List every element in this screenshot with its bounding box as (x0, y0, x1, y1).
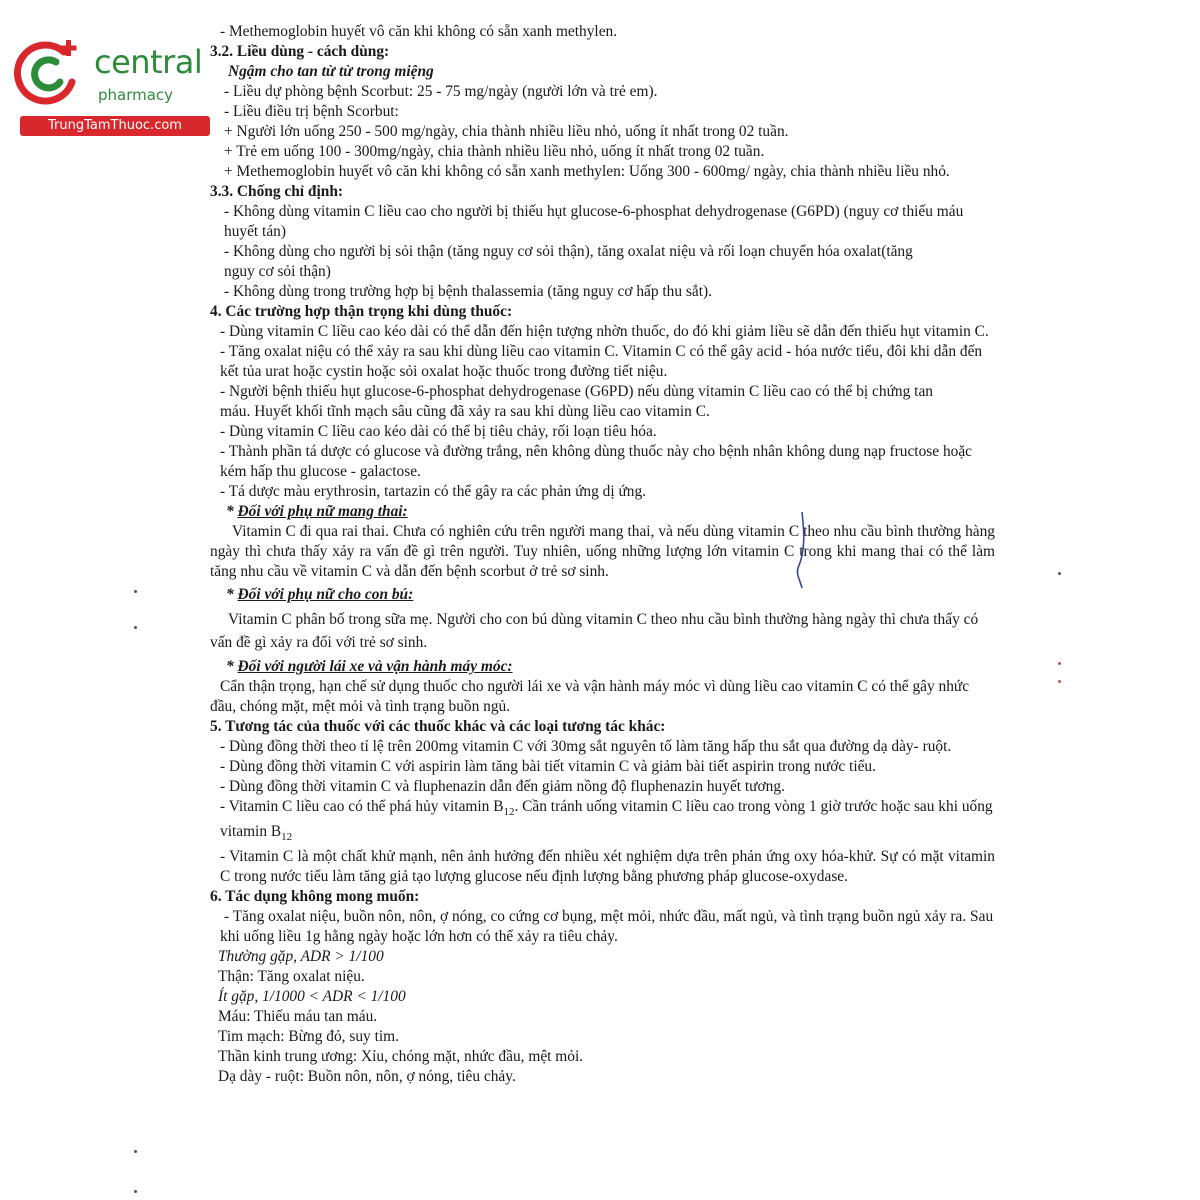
text-line: - Dùng vitamin C liều cao kéo dài có thể dẫn đến hiện tượng nhờn thuốc, do đó khi giảm liều sẽ dẫn đến thiếu hụt vitamin C. (220, 323, 989, 340)
subheading-breastfeeding-text: Đối với phụ nữ cho con bú: (237, 586, 414, 603)
b12-text-a: - Vitamin C liều cao có thể phá hủy vitamin B (220, 798, 504, 815)
text-line: - Dùng đồng thời vitamin C với aspirin làm tăng bài tiết vitamin C và giảm bài tiết aspirin trong nước tiểu. (220, 758, 876, 775)
text-line: - Vitamin C là một chất khử mạnh, nên ảnh hưởng đến nhiều xét nghiệm dựa trên phản ứng oxy hóa-khử. Sự có mặt vitamin C trong nước tiểu làm tăng giả tạo lượng glucose nếu định lượng bằng phương pháp glucose-oxydase. (220, 848, 995, 886)
text-line: - Không dùng trong trường hợp bị bệnh thalassemia (tăng nguy cơ hấp thu sắt). (224, 283, 712, 300)
text-line: + Người lớn uống 250 - 500 mg/ngày, chia thành nhiều liều nhỏ, uống ít nhất trong 02 tuần. (224, 123, 789, 140)
scan-speck (134, 1150, 137, 1153)
pen-mark-icon (790, 510, 814, 590)
scan-speck (1058, 680, 1061, 683)
logo-url-badge[interactable]: TrungTamThuoc.com (20, 116, 210, 136)
logo-sub-text: pharmacy (98, 86, 174, 104)
section-heading-4: 4. Các trường hợp thận trọng khi dùng thuốc: (210, 303, 513, 320)
scan-speck (134, 590, 137, 593)
subheading-driving-text: Đối với người lái xe và vận hành máy móc: (237, 658, 513, 675)
text-line: + Trẻ em uống 100 - 300mg/ngày, chia thành nhiều liều nhỏ, uống ít nhất trong 02 tuần. (224, 143, 765, 160)
scan-speck (1058, 572, 1061, 575)
text-line: - Người bệnh thiếu hụt glucose-6-phosphat dehydrogenase (G6PD) nếu dùng vitamin C liều cao có thể bị chứng tan máu. Huyết khối tĩnh mạch sâu cũng đã xảy ra sau khi dùng liều cao vitamin C. (220, 383, 933, 420)
b12-text-b: . Cần tránh uống vitamin C liều cao trong vòng 1 giờ trước hoặc sau khi uống vitamin B (220, 798, 993, 841)
scan-speck (134, 626, 137, 629)
subheading-pregnancy: * Đối với phụ nữ mang thai: (226, 503, 408, 520)
logo-brand-text: central (94, 43, 203, 81)
driving-paragraph: Cẩn thận trọng, hạn chế sử dụng thuốc cho người lái xe và vận hành máy móc vì dùng liều cao vitamin C có thể gây nhức đầu, chóng mặt, mệt mỏi và tình trạng buồn ngủ. (210, 678, 970, 715)
b12-subscript-2: 12 (281, 831, 293, 844)
pharmacy-logo[interactable] (8, 36, 218, 136)
text-line-b12 (210, 797, 995, 847)
subheading-breastfeeding: * Đối với phụ nữ cho con bú: (226, 586, 414, 603)
breastfeeding-paragraph: Vitamin C phân bố trong sữa mẹ. Người cho con bú dùng vitamin C theo nhu cầu bình thường hàng ngày thì chưa thấy có vấn đề gì xảy ra đối với trẻ sơ sinh. (210, 611, 979, 651)
text-line: - Không dùng cho người bị sỏi thận (tăng nguy cơ sỏi thận), tăng oxalat niệu và rối loạn chuyển hóa oxalat(tăng nguy cơ sỏi thận) (224, 243, 913, 280)
frequency-label-common: Thường gặp, ADR > 1/100 (218, 948, 384, 966)
text-line: Tim mạch: Bừng đỏ, suy tim. (218, 1028, 399, 1046)
text-line: Máu: Thiếu máu tan máu. (218, 1008, 378, 1026)
frequency-label-rare: Ít gặp, 1/1000 < ADR < 1/100 (218, 988, 406, 1006)
text-line: - Dùng đồng thời theo tỉ lệ trên 200mg vitamin C với 30mg sắt nguyên tố làm tăng hấp thu sắt qua đường dạ dày- ruột. (220, 738, 952, 755)
subheading-pregnancy-text: Đối với phụ nữ mang thai: (237, 503, 408, 520)
text-line: - Liều dự phòng bệnh Scorbut: 25 - 75 mg/ngày (người lớn và trẻ em). (224, 83, 658, 100)
text-line: Thần kinh trung ương: Xỉu, chóng mặt, nhức đầu, mệt mỏi. (218, 1048, 584, 1066)
text-line: - Liều điều trị bệnh Scorbut: (224, 103, 399, 120)
text-line: - Tăng oxalat niệu có thể xảy ra sau khi dùng liều cao vitamin C. Vitamin C có thể gây acid - hóa nước tiểu, đôi khi dẫn đến kết tủa urat hoặc cystin hoặc sỏi oxalat hoặc thuốc trong đường tiết niệu. (220, 343, 983, 380)
text-line: - Tăng oxalat niệu, buồn nôn, nôn, ợ nóng, co cứng cơ bụng, mệt mỏi, nhức đầu, mất ngủ, và tình trạng buồn ngủ xảy ra. Sau khi uống liều 1g hằng ngày hoặc lớn hơn có thể xảy ra tiêu chảy. (220, 908, 994, 946)
subheading-driving: * Đối với người lái xe và vận hành máy móc: (226, 658, 513, 675)
section-heading-6: 6. Tác dụng không mong muốn: (210, 888, 420, 906)
text-line: Thận: Tăng oxalat niệu. (218, 968, 365, 986)
text-line: + Methemoglobin huyết vô căn khi không có sẵn xanh methylen: Uống 300 - 600mg/ ngày, chia thành nhiều liều nhỏ. (224, 163, 950, 180)
pregnancy-paragraph: Vitamin C đi qua rai thai. Chưa có nghiên cứu trên người mang thai, và nếu dùng vitamin C theo nhu cầu bình thường hàng ngày thì chưa thấy xảy ra vấn đề gì trên người. Tuy nhiên, uống những lượng lớn vitamin C trong khi mang thai có thể làm tăng nhu cầu về vitamin C và dẫn đến bệnh scorbut ở trẻ sơ sinh. (210, 523, 995, 580)
text-line: - Không dùng vitamin C liều cao cho người bị thiếu hụt glucose-6-phosphat dehydrogenase (G6PD) (nguy cơ thiếu máu huyết tán) (224, 203, 964, 240)
scan-speck (134, 1190, 137, 1193)
text-line: - Dùng vitamin C liều cao kéo dài có thể bị tiêu chảy, rối loạn tiêu hóa. (220, 423, 657, 440)
usage-note: Ngậm cho tan từ từ trong miệng (228, 63, 434, 80)
section-heading-3-3: 3.3. Chống chỉ định: (210, 183, 343, 200)
central-pharmacy-logo-icon (12, 38, 84, 110)
text-line: - Methemoglobin huyết vô căn khi không có sẵn xanh methylen. (220, 23, 618, 40)
text-line: - Dùng đồng thời vitamin C và fluphenazin dẫn đến giảm nồng độ fluphenazin huyết tương. (220, 778, 785, 795)
text-line: - Tá dược màu erythrosin, tartazin có thể gây ra các phản ứng dị ứng. (220, 483, 647, 500)
scan-speck (1058, 662, 1061, 665)
text-line: Dạ dày - ruột: Buồn nôn, nôn, ợ nóng, tiêu chảy. (218, 1068, 516, 1086)
document-body (210, 22, 995, 1087)
section-heading-5: 5. Tương tác của thuốc với các thuốc khác và các loại tương tác khác: (210, 718, 666, 735)
b12-subscript-1: 12 (503, 806, 515, 819)
text-line: - Thành phần tá dược có glucose và đường trắng, nên không dùng thuốc này cho bệnh nhân không dung nạp fructose hoặc kém hấp thu glucose - galactose. (220, 443, 972, 480)
section-heading-3-2: 3.2. Liều dùng - cách dùng: (210, 43, 390, 60)
